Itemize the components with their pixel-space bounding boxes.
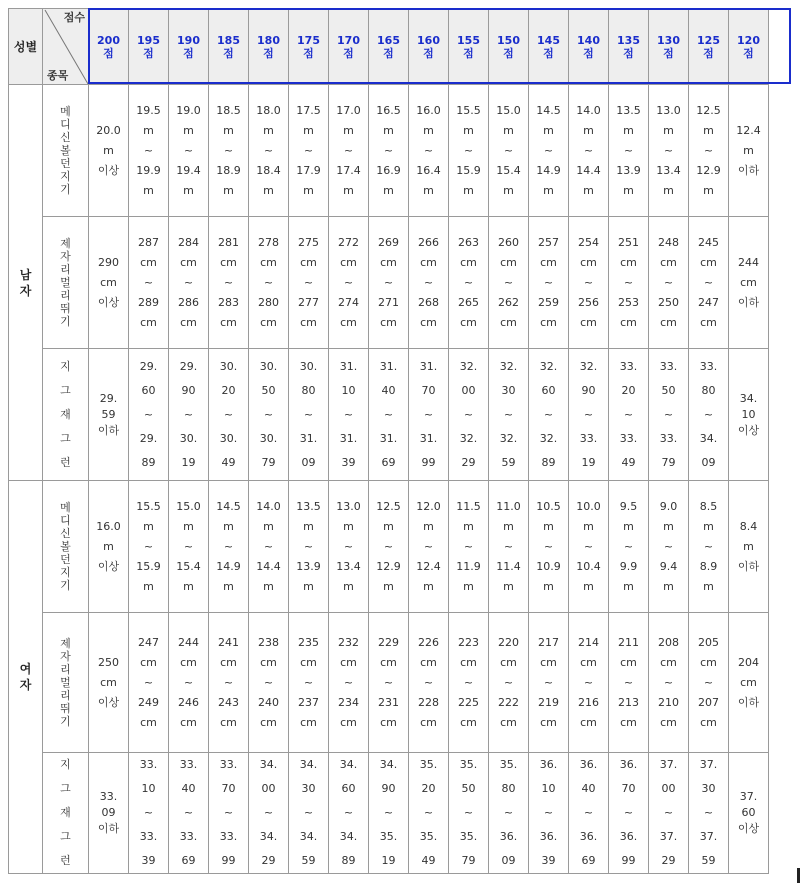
- table-row: [9, 753, 769, 874]
- score-range-cell: 33. 09 이하: [89, 753, 129, 874]
- score-column-header: 150 점: [489, 9, 529, 85]
- score-range-cell: 29. 59 이하: [89, 349, 129, 481]
- table-row: [9, 349, 769, 481]
- score-range-cell: 14.5 m ~ 14.9 m: [529, 85, 569, 217]
- score-range-cell: 217 cm ~ 219 cm: [529, 613, 569, 753]
- score-range-cell: 33. 10 ~ 33. 39: [129, 753, 169, 874]
- score-range-cell: 278 cm ~ 280 cm: [249, 217, 289, 349]
- score-column-header: 165 점: [369, 9, 409, 85]
- score-column-header: 160 점: [409, 9, 449, 85]
- score-range-cell: 204 cm 이하: [729, 613, 769, 753]
- gender-cell: 여자: [9, 481, 43, 874]
- score-range-cell: 37. 30 ~ 37. 59: [689, 753, 729, 874]
- score-range-cell: 10.0 m ~ 10.4 m: [569, 481, 609, 613]
- score-range-cell: 35. 20 ~ 35. 49: [409, 753, 449, 874]
- score-column-header: 190 점: [169, 9, 209, 85]
- score-range-cell: 35. 80 ~ 36. 09: [489, 753, 529, 874]
- score-range-cell: 15.5 m ~ 15.9 m: [449, 85, 489, 217]
- score-event-header: [43, 9, 89, 85]
- score-range-cell: 208 cm ~ 210 cm: [649, 613, 689, 753]
- score-range-cell: 244 cm ~ 246 cm: [169, 613, 209, 753]
- event-header: 종목: [47, 69, 69, 82]
- score-range-cell: 31. 70 ~ 31. 99: [409, 349, 449, 481]
- score-column-header: 120 점: [729, 9, 769, 85]
- score-range-cell: 211 cm ~ 213 cm: [609, 613, 649, 753]
- score-range-cell: 36. 70 ~ 36. 99: [609, 753, 649, 874]
- score-range-cell: 18.5 m ~ 18.9 m: [209, 85, 249, 217]
- score-range-cell: 13.5 m ~ 13.9 m: [289, 481, 329, 613]
- score-range-cell: 220 cm ~ 222 cm: [489, 613, 529, 753]
- event-name-cell: 지그재그런: [43, 753, 89, 874]
- event-name-cell: 메디신볼던지기: [43, 481, 89, 613]
- score-range-cell: 15.5 m ~ 15.9 m: [129, 481, 169, 613]
- score-column-header: 140 점: [569, 9, 609, 85]
- score-range-cell: 11.0 m ~ 11.4 m: [489, 481, 529, 613]
- score-range-cell: 32. 60 ~ 32. 89: [529, 349, 569, 481]
- score-range-cell: 33. 20 ~ 33. 49: [609, 349, 649, 481]
- score-range-cell: 226 cm ~ 228 cm: [409, 613, 449, 753]
- gender-header: 성별: [9, 9, 43, 85]
- score-range-cell: 33. 50 ~ 33. 79: [649, 349, 689, 481]
- score-range-cell: 214 cm ~ 216 cm: [569, 613, 609, 753]
- score-range-cell: 287 cm ~ 289 cm: [129, 217, 169, 349]
- score-range-cell: 272 cm ~ 274 cm: [329, 217, 369, 349]
- score-range-cell: 31. 40 ~ 31. 69: [369, 349, 409, 481]
- score-range-cell: 34. 90 ~ 35. 19: [369, 753, 409, 874]
- score-range-cell: 18.0 m ~ 18.4 m: [249, 85, 289, 217]
- score-column-header: 170 점: [329, 9, 369, 85]
- score-range-cell: 30. 80 ~ 31. 09: [289, 349, 329, 481]
- score-range-cell: 32. 30 ~ 32. 59: [489, 349, 529, 481]
- score-range-cell: 32. 00 ~ 32. 29: [449, 349, 489, 481]
- score-range-cell: 20.0 m 이상: [89, 85, 129, 217]
- event-name-cell: 지그재그런: [43, 349, 89, 481]
- score-range-cell: 19.0 m ~ 19.4 m: [169, 85, 209, 217]
- score-range-cell: 33. 80 ~ 34. 09: [689, 349, 729, 481]
- score-range-cell: 30. 20 ~ 30. 49: [209, 349, 249, 481]
- score-range-cell: 244 cm 이하: [729, 217, 769, 349]
- score-range-cell: 263 cm ~ 265 cm: [449, 217, 489, 349]
- score-range-cell: 284 cm ~ 286 cm: [169, 217, 209, 349]
- score-range-cell: 16.0 m ~ 16.4 m: [409, 85, 449, 217]
- score-range-cell: 254 cm ~ 256 cm: [569, 217, 609, 349]
- score-range-cell: 36. 10 ~ 36. 39: [529, 753, 569, 874]
- score-range-cell: 12.0 m ~ 12.4 m: [409, 481, 449, 613]
- score-range-cell: 241 cm ~ 243 cm: [209, 613, 249, 753]
- score-range-cell: 37. 00 ~ 37. 29: [649, 753, 689, 874]
- score-range-cell: 250 cm 이상: [89, 613, 129, 753]
- table-row: [9, 217, 769, 349]
- score-range-cell: 33. 70 ~ 33. 99: [209, 753, 249, 874]
- score-range-cell: 205 cm ~ 207 cm: [689, 613, 729, 753]
- score-column-header: 175 점: [289, 9, 329, 85]
- score-range-cell: 19.5 m ~ 19.9 m: [129, 85, 169, 217]
- score-range-cell: 10.5 m ~ 10.9 m: [529, 481, 569, 613]
- score-range-cell: 14.0 m ~ 14.4 m: [569, 85, 609, 217]
- score-column-header: 135 점: [609, 9, 649, 85]
- score-range-cell: 9.0 m ~ 9.4 m: [649, 481, 689, 613]
- score-range-cell: 229 cm ~ 231 cm: [369, 613, 409, 753]
- score-range-cell: 16.0 m 이상: [89, 481, 129, 613]
- score-range-cell: 17.5 m ~ 17.9 m: [289, 85, 329, 217]
- gender-cell: 남자: [9, 85, 43, 481]
- score-range-cell: 13.0 m ~ 13.4 m: [649, 85, 689, 217]
- score-range-cell: 232 cm ~ 234 cm: [329, 613, 369, 753]
- score-range-cell: 12.5 m ~ 12.9 m: [369, 481, 409, 613]
- score-range-cell: 13.0 m ~ 13.4 m: [329, 481, 369, 613]
- score-range-cell: 245 cm ~ 247 cm: [689, 217, 729, 349]
- score-range-cell: 8.5 m ~ 8.9 m: [689, 481, 729, 613]
- score-range-cell: 8.4 m 이하: [729, 481, 769, 613]
- score-range-cell: 31. 10 ~ 31. 39: [329, 349, 369, 481]
- score-range-cell: 16.5 m ~ 16.9 m: [369, 85, 409, 217]
- score-range-cell: 17.0 m ~ 17.4 m: [329, 85, 369, 217]
- score-range-cell: 12.5 m ~ 12.9 m: [689, 85, 729, 217]
- table-row: [9, 481, 769, 613]
- score-column-header: 130 점: [649, 9, 689, 85]
- score-range-cell: 11.5 m ~ 11.9 m: [449, 481, 489, 613]
- score-range-cell: 248 cm ~ 250 cm: [649, 217, 689, 349]
- score-range-cell: 14.5 m ~ 14.9 m: [209, 481, 249, 613]
- score-column-header: 155 점: [449, 9, 489, 85]
- score-table: [8, 8, 769, 874]
- score-range-cell: 281 cm ~ 283 cm: [209, 217, 249, 349]
- score-range-cell: 235 cm ~ 237 cm: [289, 613, 329, 753]
- score-range-cell: 36. 40 ~ 36. 69: [569, 753, 609, 874]
- score-range-cell: 29. 60 ~ 29. 89: [129, 349, 169, 481]
- score-column-header: 200 점: [89, 9, 129, 85]
- table-row: [9, 85, 769, 217]
- score-range-cell: 14.0 m ~ 14.4 m: [249, 481, 289, 613]
- score-range-cell: 9.5 m ~ 9.9 m: [609, 481, 649, 613]
- event-name-cell: 메디신볼던지기: [43, 85, 89, 217]
- score-range-cell: 30. 50 ~ 30. 79: [249, 349, 289, 481]
- score-column-header: 195 점: [129, 9, 169, 85]
- score-range-cell: 12.4 m 이하: [729, 85, 769, 217]
- score-range-cell: 34. 10 이상: [729, 349, 769, 481]
- score-range-cell: 238 cm ~ 240 cm: [249, 613, 289, 753]
- score-range-cell: 33. 40 ~ 33. 69: [169, 753, 209, 874]
- score-range-cell: 34. 30 ~ 34. 59: [289, 753, 329, 874]
- score-range-cell: 257 cm ~ 259 cm: [529, 217, 569, 349]
- event-name-cell: 제자리멀리뛰기: [43, 217, 89, 349]
- score-range-cell: 13.5 m ~ 13.9 m: [609, 85, 649, 217]
- score-range-cell: 15.0 m ~ 15.4 m: [489, 85, 529, 217]
- score-range-cell: 223 cm ~ 225 cm: [449, 613, 489, 753]
- score-range-cell: 275 cm ~ 277 cm: [289, 217, 329, 349]
- score-range-cell: 34. 00 ~ 34. 29: [249, 753, 289, 874]
- score-range-cell: 290 cm 이상: [89, 217, 129, 349]
- score-column-header: 125 점: [689, 9, 729, 85]
- score-range-cell: 269 cm ~ 271 cm: [369, 217, 409, 349]
- score-range-cell: 15.0 m ~ 15.4 m: [169, 481, 209, 613]
- score-column-header: 185 점: [209, 9, 249, 85]
- score-range-cell: 32. 90 ~ 33. 19: [569, 349, 609, 481]
- score-range-cell: 266 cm ~ 268 cm: [409, 217, 449, 349]
- event-name-cell: 제자리멀리뛰기: [43, 613, 89, 753]
- score-range-cell: 35. 50 ~ 35. 79: [449, 753, 489, 874]
- score-range-cell: 247 cm ~ 249 cm: [129, 613, 169, 753]
- table-row: [9, 613, 769, 753]
- score-column-header: 145 점: [529, 9, 569, 85]
- score-range-cell: 37. 60 이상: [729, 753, 769, 874]
- score-range-cell: 260 cm ~ 262 cm: [489, 217, 529, 349]
- score-header: 점수: [63, 11, 85, 24]
- header-row: [9, 9, 769, 85]
- score-column-header: 180 점: [249, 9, 289, 85]
- score-range-cell: 251 cm ~ 253 cm: [609, 217, 649, 349]
- score-range-cell: 29. 90 ~ 30. 19: [169, 349, 209, 481]
- score-range-cell: 34. 60 ~ 34. 89: [329, 753, 369, 874]
